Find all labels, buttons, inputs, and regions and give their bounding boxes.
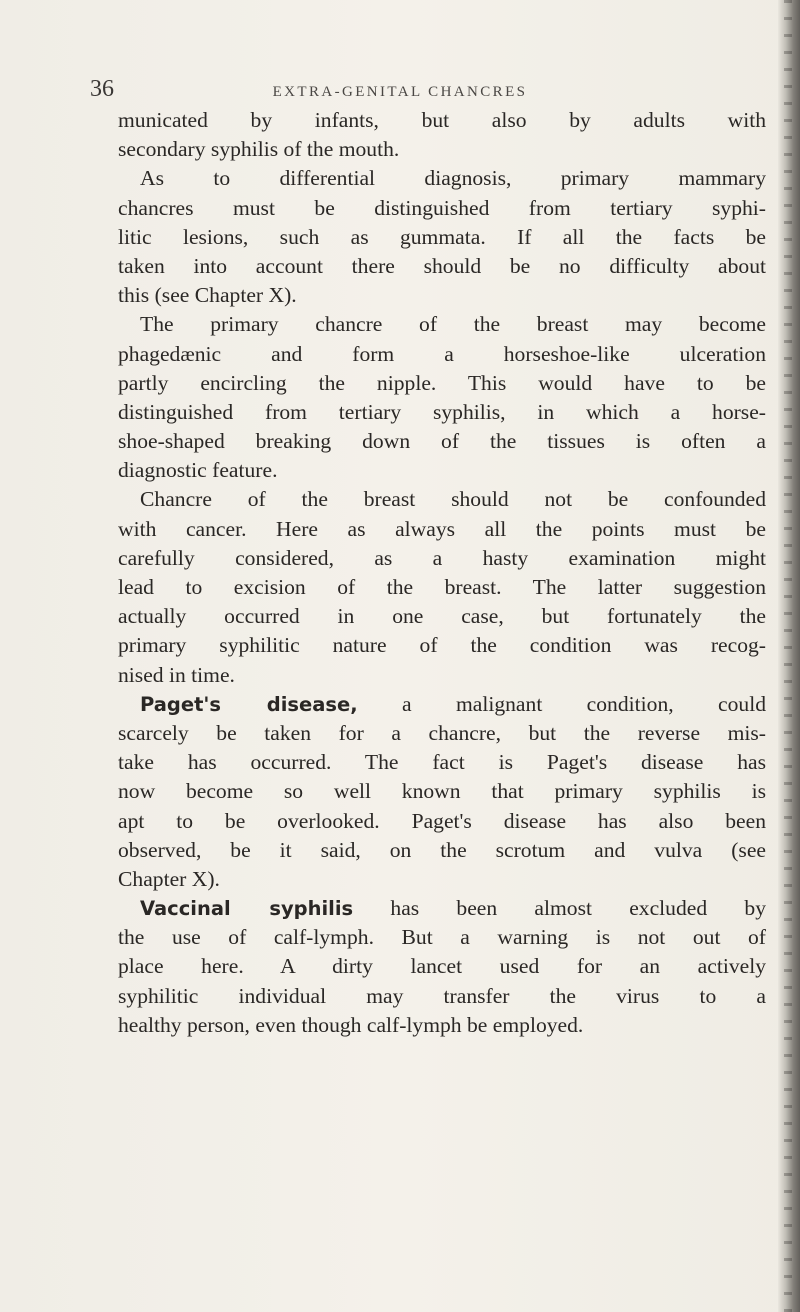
line-text: chancres must be distinguished from tertiary syphi- — [118, 195, 766, 220]
line-text: has been almost excluded by — [353, 896, 766, 921]
text-line — [118, 485, 766, 514]
line-text: apt to be overlooked. Paget's disease has also been — [118, 808, 766, 833]
line-text: a malignant condition, could — [357, 691, 766, 716]
line-text: lead to excision of the breast. The latter suggestion — [118, 575, 766, 599]
line-text: syphilitic individual may transfer the virus to a — [118, 983, 766, 1008]
text-line — [118, 894, 766, 923]
body-text — [118, 106, 766, 1040]
text-line — [118, 369, 766, 398]
line-text: municated by infants, but also by adults with — [118, 108, 766, 132]
line-text: Chapter X). — [118, 866, 220, 891]
line-text: litic lesions, such as gummata. If all the facts be — [118, 224, 766, 249]
text-line — [118, 865, 766, 894]
text-line — [118, 602, 766, 631]
text-line — [118, 164, 766, 193]
page-edge-texture — [784, 0, 792, 1312]
line-text: primary syphilitic nature of the condition was recog- — [118, 633, 766, 658]
line-text: scarcely be taken for a chancre, but the reverse mis- — [118, 720, 766, 745]
text-line — [118, 923, 766, 952]
line-text: carefully considered, as a hasty examination might — [118, 545, 766, 570]
line-text: The primary chancre of the breast may become — [140, 312, 766, 337]
running-head: EXTRA-GENITAL CHANCRES — [272, 84, 528, 100]
line-text: taken into account there should be no difficulty about — [118, 253, 766, 278]
text-line — [118, 515, 766, 544]
line-text: Chancre of the breast should not be confounded — [140, 487, 766, 512]
line-text: with cancer. Here as always all the points must be — [118, 516, 766, 541]
text-line — [118, 252, 766, 281]
text-line — [118, 952, 766, 981]
line-text: the use of calf-lymph. But a warning is not out of — [118, 925, 766, 950]
text-line — [118, 1011, 766, 1040]
text-line — [118, 281, 766, 310]
run-in-heading: Paget's disease, — [140, 692, 358, 716]
text-line — [118, 544, 766, 573]
text-line — [118, 690, 766, 719]
text-line — [118, 398, 766, 427]
text-line — [118, 836, 766, 865]
text-line — [118, 310, 766, 339]
page-number: 36 — [90, 76, 114, 102]
text-line — [118, 631, 766, 660]
text-line — [118, 194, 766, 223]
line-text: take has occurred. The fact is Paget's disease has — [118, 750, 766, 775]
line-text: phagedænic and form a horseshoe-like ulceration — [118, 341, 766, 366]
line-text: distinguished from tertiary syphilis, in which a horse- — [118, 399, 766, 424]
text-line — [118, 719, 766, 748]
text-line — [118, 982, 766, 1011]
text-line — [118, 777, 766, 806]
line-text: diagnostic feature. — [118, 458, 278, 483]
line-text: actually occurred in one case, but fortunately the — [118, 604, 766, 629]
line-text: this (see Chapter X). — [118, 283, 297, 308]
text-line — [118, 340, 766, 369]
line-text: shoe-shaped breaking down of the tissues is often a — [118, 429, 766, 454]
text-line — [118, 661, 766, 690]
line-text: now become so well known that primary syphilis is — [118, 779, 766, 804]
text-line — [118, 456, 766, 485]
line-text: observed, be it said, on the scrotum and vulva (see — [118, 837, 766, 862]
run-in-heading: Vaccinal syphilis — [140, 897, 354, 921]
text-line — [118, 427, 766, 456]
text-line — [118, 223, 766, 252]
line-text: place here. A dirty lancet used for an actively — [118, 954, 766, 979]
text-line — [118, 135, 766, 164]
line-text: nised in time. — [118, 662, 235, 687]
line-text: As to differential diagnosis, primary mammary — [140, 166, 766, 191]
line-text: partly encircling the nipple. This would have to be — [118, 370, 766, 395]
text-line — [118, 807, 766, 836]
line-text: secondary syphilis of the mouth. — [118, 137, 400, 162]
text-line — [118, 748, 766, 777]
text-line — [118, 573, 766, 602]
line-text: healthy person, even though calf-lymph be employed. — [118, 1012, 584, 1037]
text-line — [118, 106, 766, 135]
